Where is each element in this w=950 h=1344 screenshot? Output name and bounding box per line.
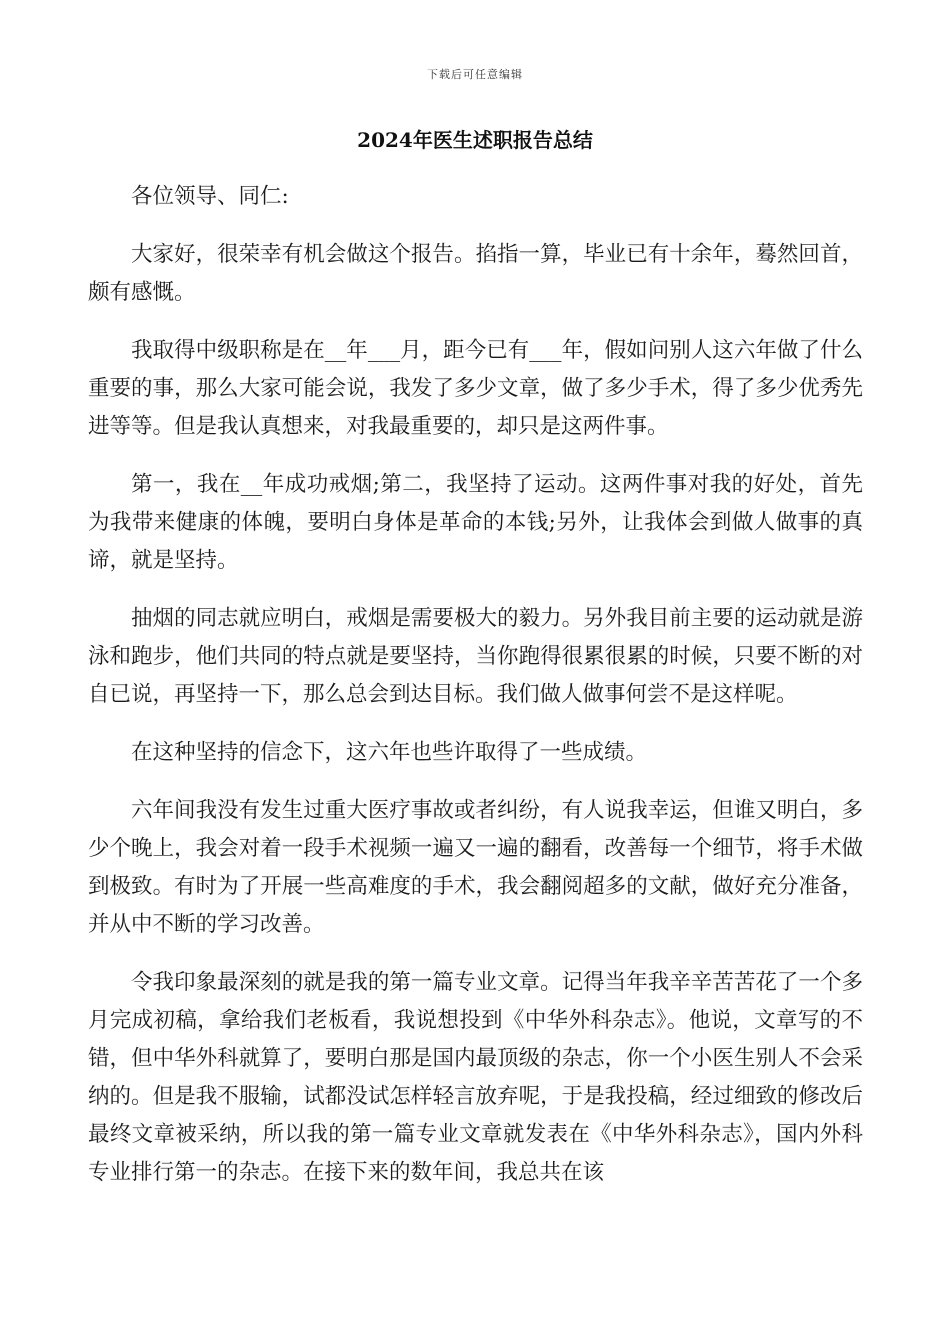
salutation-paragraph: 各位领导、同仁:: [131, 184, 289, 209]
body-paragraph: 我取得中级职称是在__年___月，距今已有___年，假如问别人这六年做了什么重要的事，那么大家可能会说，我发了多少文章，做了多少手术，得了多少优秀先进等等。但是我认真想来，对我最重要的，却只是这两件事。: [88, 338, 863, 439]
body-paragraph: 第一，我在__年成功戒烟;第二，我坚持了运动。这两件事对我的好处，首先为我带来健康的体魄，要明白身体是革命的本钱;另外，让我体会到做人做事的真谛，就是坚持。: [88, 472, 863, 573]
header-note: 下载后可任意编辑: [427, 68, 523, 81]
body-paragraph: 六年间我没有发生过重大医疗事故或者纠纷，有人说我幸运，但谁又明白，多少个晚上，我会对着一段手术视频一遍又一遍的翻看，改善每一个细节，将手术做到极致。有时为了开展一些高难度的手术，我会翻阅超多的文献，做好充分准备，并从中不断的学习改善。: [88, 798, 863, 937]
body-paragraph: 令我印象最深刻的就是我的第一篇专业文章。记得当年我辛辛苦苦花了一个多月完成初稿，拿给我们老板看，我说想投到《中华外科杂志》。他说，文章写的不错，但中华外科就算了，要明白那是国内最顶级的杂志，你一个小医生别人不会采纳的。但是我不服输，试都没试怎样轻言放弃呢，于是我投稿，经过细致的修改后最终文章被采纳，所以我的第一篇专业文章就发表在《中华外科杂志》，国内外科专业排行第一的杂志。在接下来的数年间，我总共在该: [88, 970, 863, 1185]
body-paragraph: 大家好，很荣幸有机会做这个报告。掐指一算，毕业已有十余年，蓦然回首，颇有感慨。: [88, 242, 863, 305]
body-paragraph: 抽烟的同志就应明白，戒烟是需要极大的毅力。另外我目前主要的运动就是游泳和跑步，他们共同的特点就是要坚持，当你跑得很累很累的时候，只要不断的对自已说，再坚持一下，那么总会到达目标。我们做人做事何尝不是这样呢。: [88, 606, 863, 707]
body-paragraph: 在这种坚持的信念下，这六年也些许取得了一些成绩。: [131, 740, 648, 765]
document-title: 2024年医生述职报告总结: [357, 128, 593, 152]
document-body: [88, 178, 863, 1212]
